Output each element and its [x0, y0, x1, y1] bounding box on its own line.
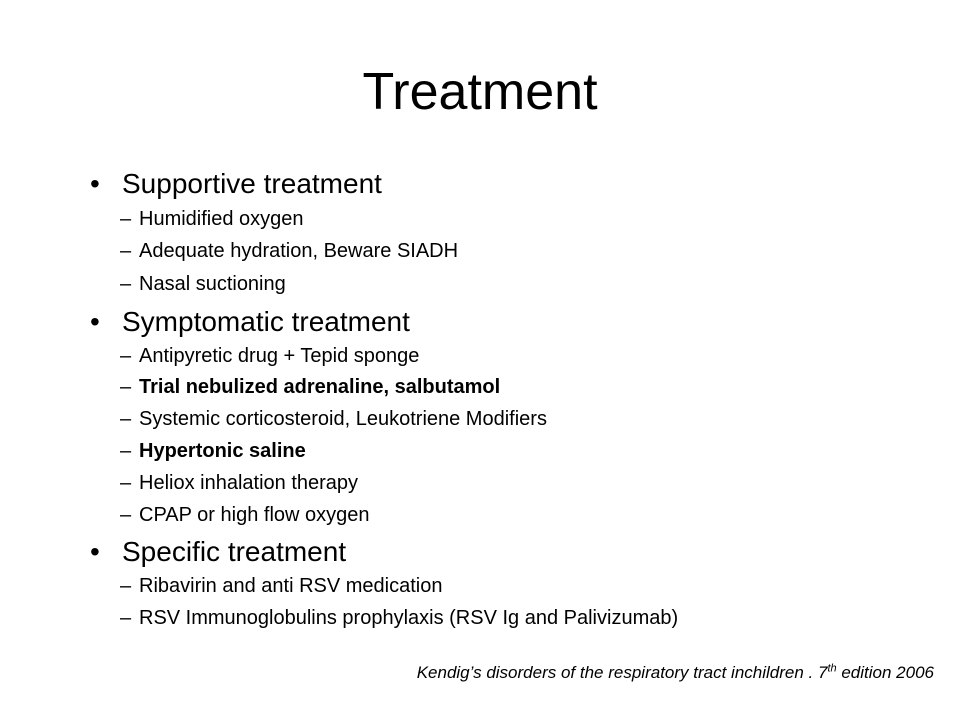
- list-item: [120, 343, 419, 369]
- list-item-text: Humidified oxygen: [139, 208, 304, 230]
- list-item-text: Heliox inhalation therapy: [139, 472, 359, 494]
- list-item-text: Antipyretic drug + Tepid sponge: [139, 345, 420, 367]
- section-heading-supportive: [90, 167, 382, 201]
- bullet-glyph: •: [90, 536, 100, 567]
- bullet-glyph: •: [90, 306, 100, 337]
- dash-glyph: –: [120, 504, 132, 526]
- list-item-text: Ribavirin and anti RSV medication: [139, 575, 443, 597]
- section-heading-text: Supportive treatment: [122, 168, 382, 199]
- list-item-text: Hypertonic saline: [139, 440, 306, 462]
- citation-tail: edition 2006: [836, 663, 934, 682]
- list-item: [120, 406, 547, 432]
- dash-glyph: –: [120, 273, 132, 295]
- bullet-glyph: •: [90, 168, 100, 199]
- dash-glyph: –: [120, 440, 132, 462]
- citation-main: Kendig’s disorders of the respiratory tract inchildren . 7: [416, 663, 828, 682]
- slide-title: Treatment: [362, 63, 598, 121]
- list-item: [120, 206, 304, 232]
- dash-glyph: –: [120, 607, 132, 629]
- list-item-text: Trial nebulized adrenaline, salbutamol: [139, 376, 501, 398]
- list-item: [120, 605, 678, 631]
- list-item: [120, 470, 358, 496]
- citation: [417, 661, 934, 685]
- list-item-text: Nasal suctioning: [139, 273, 286, 295]
- list-item-text: CPAP or high flow oxygen: [139, 504, 370, 526]
- list-item: [120, 502, 370, 528]
- list-item: [120, 573, 443, 599]
- dash-glyph: –: [120, 376, 132, 398]
- section-heading-text: Symptomatic treatment: [122, 306, 410, 337]
- list-item: [120, 438, 306, 464]
- list-item-text: Systemic corticosteroid, Leukotriene Modifiers: [139, 408, 547, 430]
- dash-glyph: –: [120, 240, 132, 262]
- list-item: [120, 374, 500, 400]
- dash-glyph: –: [120, 472, 132, 494]
- section-heading-specific: [90, 535, 346, 569]
- section-heading-text: Specific treatment: [122, 536, 347, 567]
- dash-glyph: –: [120, 575, 132, 597]
- list-item: [120, 238, 458, 264]
- list-item: [120, 271, 286, 297]
- section-heading-symptomatic: [90, 305, 410, 339]
- list-item-text: RSV Immunoglobulins prophylaxis (RSV Ig and Palivizumab): [139, 607, 679, 629]
- dash-glyph: –: [120, 408, 132, 430]
- list-item-text: Adequate hydration, Beware SIADH: [139, 240, 459, 262]
- citation-superscript: th: [827, 662, 837, 675]
- dash-glyph: –: [120, 208, 132, 230]
- dash-glyph: –: [120, 345, 132, 367]
